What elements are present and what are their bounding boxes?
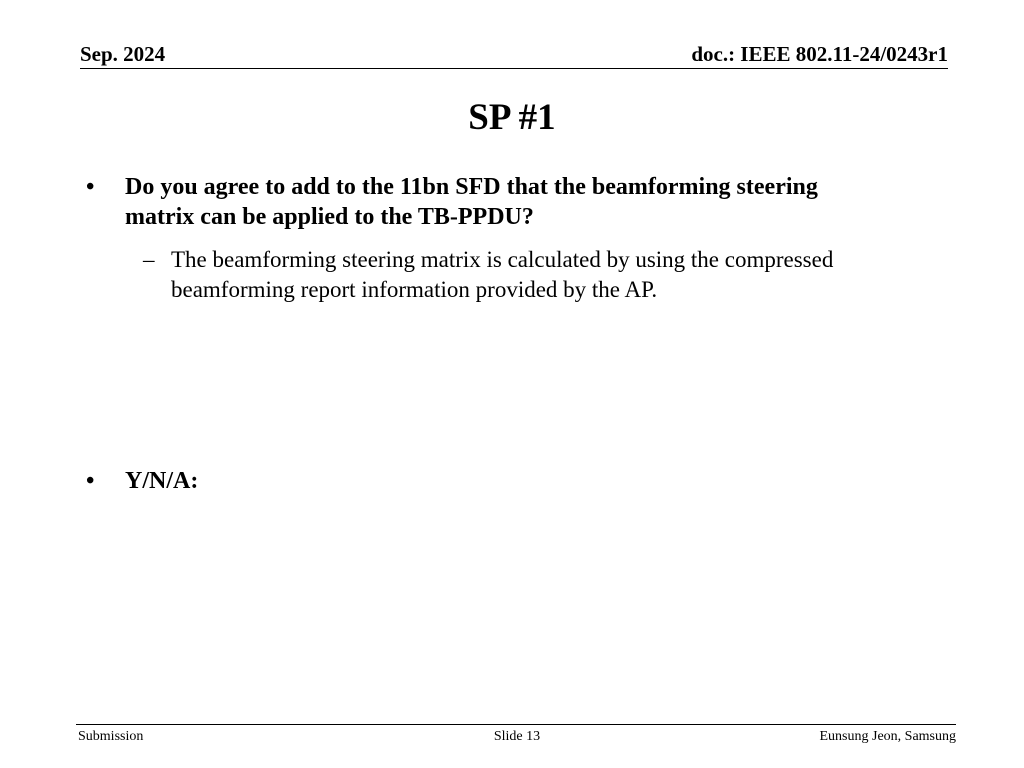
footer-divider: [76, 724, 956, 725]
sub-bullet-text: The beamforming steering matrix is calculated by using the compressed beamforming report information provided by the AP.: [171, 247, 834, 302]
header-doc-id: doc.: IEEE 802.11-24/0243r1: [691, 42, 948, 66]
bullet-marker: •: [86, 174, 95, 200]
slide-title: SP #1: [468, 97, 556, 138]
slide-header: [80, 42, 948, 69]
sub-bullet-marker: –: [143, 247, 155, 272]
bullet-text: Do you agree to add to the 11bn SFD that the beamforming steering matrix can be applied to the TB-PPDU?: [125, 174, 818, 230]
footer-submission: Submission: [78, 729, 144, 744]
footer-slide-number: Slide 13: [493, 729, 541, 744]
footer-author: Eunsung Jeon, Samsung: [819, 729, 956, 744]
bullet-text: Y/N/A:: [125, 468, 199, 494]
bullet-marker: •: [86, 468, 95, 494]
header-date: Sep. 2024: [80, 42, 166, 66]
